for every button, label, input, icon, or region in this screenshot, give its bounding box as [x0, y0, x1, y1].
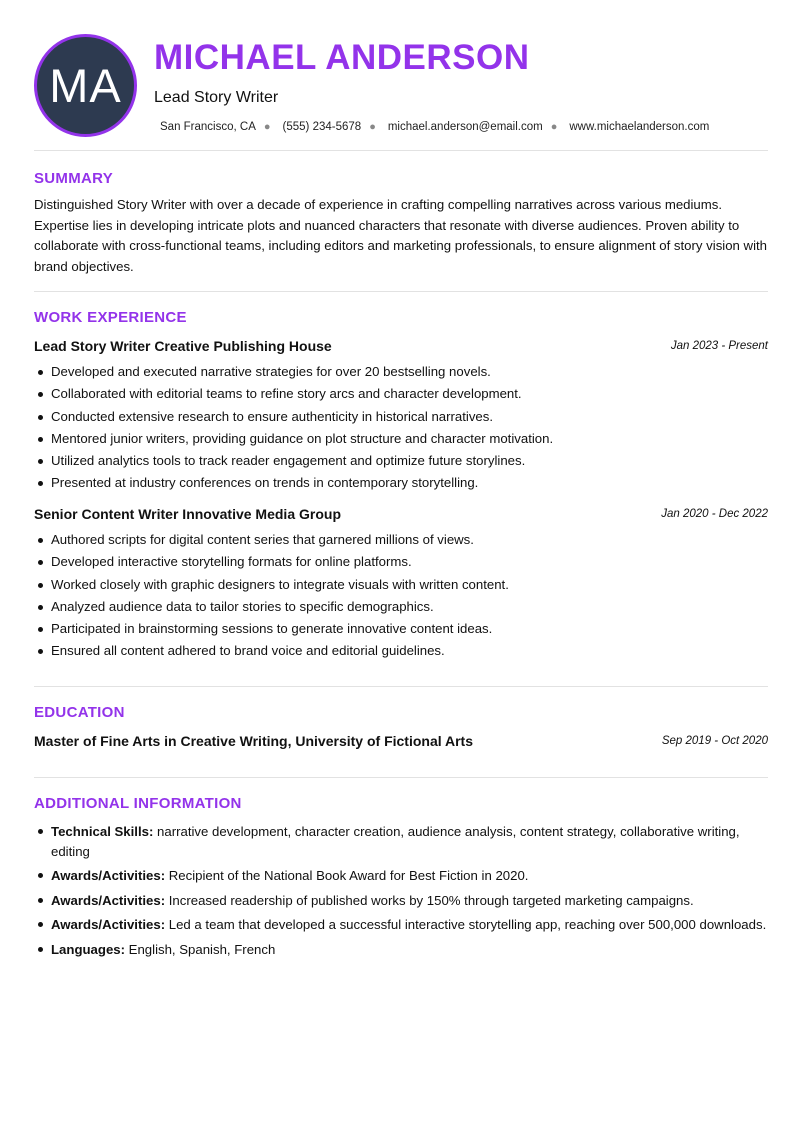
divider	[34, 777, 768, 778]
job-dates: Jan 2023 - Present	[670, 340, 768, 352]
additional-list	[34, 822, 768, 964]
avatar: MA	[34, 34, 137, 137]
item-text: Increased readership of published works by 150% through targeted marketing campaigns.	[165, 892, 694, 908]
job-title: Lead Story Writer Creative Publishing House	[34, 338, 332, 354]
item-label: Technical Skills:	[51, 824, 154, 839]
candidate-role: Lead Story Writer	[154, 89, 279, 106]
list-item	[34, 915, 768, 935]
list-item: Developed interactive storytelling formats for online platforms.	[34, 554, 768, 570]
degree-title: Master of Fine Arts in Creative Writing, University of Fictional Arts	[34, 733, 474, 749]
resume-header	[34, 34, 768, 138]
summary-heading: SUMMARY	[34, 170, 114, 187]
list-item: Conducted extensive research to ensure authenticity in historical narratives.	[34, 409, 768, 425]
additional-heading: ADDITIONAL INFORMATION	[34, 795, 242, 812]
item-text: Recipient of the National Book Award for Best Fiction in 2020.	[165, 868, 529, 883]
job-title: Senior Content Writer Innovative Media Group	[34, 506, 341, 522]
list-item: Ensured all content adhered to brand voice and editorial guidelines.	[34, 643, 768, 659]
item-label: Awards/Activities:	[51, 917, 166, 932]
experience-heading: WORK EXPERIENCE	[34, 309, 187, 326]
list-item: Mentored junior writers, providing guidance on plot structure and character motivation.	[34, 431, 768, 447]
job-header	[34, 338, 768, 358]
item-text: Led a team that developed a successful interactive storytelling app, reaching over 500,000 downloads.	[165, 917, 767, 932]
list-item: Worked closely with graphic designers to integrate visuals with written content.	[34, 577, 768, 593]
item-text: English, Spanish, French	[125, 941, 276, 957]
divider	[34, 686, 768, 687]
contact-email[interactable]: michael.anderson@email.com	[387, 121, 543, 133]
candidate-name: MICHAEL ANDERSON	[154, 38, 530, 77]
job-dates: Jan 2020 - Dec 2022	[661, 508, 768, 520]
item-label: Awards/Activities:	[51, 892, 166, 908]
education-entry	[34, 733, 768, 753]
list-item	[34, 940, 768, 960]
list-item: Participated in brainstorming sessions to generate innovative content ideas.	[34, 621, 768, 637]
list-item: Developed and executed narrative strategies for over 20 bestselling novels.	[34, 364, 768, 380]
education-dates: Sep 2019 - Oct 2020	[661, 735, 768, 747]
list-item: Authored scripts for digital content series that garnered millions of views.	[34, 532, 768, 548]
item-label: Languages:	[51, 941, 126, 957]
item-text: narrative development, character creation, audience analysis, content strategy, collaborative writing, editing	[51, 824, 740, 859]
list-item: Presented at industry conferences on trends in contemporary storytelling.	[34, 475, 768, 491]
contact-phone: (555) 234-5678	[282, 121, 362, 133]
contact-website[interactable]: www.michaelanderson.com	[569, 121, 710, 133]
contact-line	[160, 121, 709, 133]
item-label: Awards/Activities:	[51, 868, 166, 883]
list-item: Analyzed audience data to tailor stories to specific demographics.	[34, 599, 768, 615]
summary-text: Distinguished Story Writer with over a decade of experience in crafting compelling narratives across various mediums. Expertise lies in developing intricate plots and nuanced characters that resonate with diverse audiences. Proven ability to collaborate with cross-functional teams, including editors and marketing professionals, to ensure alignment of story vision with brand objectives.	[34, 197, 768, 274]
education-heading: EDUCATION	[34, 704, 125, 721]
separator-dot: ●	[263, 121, 271, 133]
list-item: Collaborated with editorial teams to refine story arcs and character development.	[34, 386, 768, 402]
divider	[34, 291, 768, 292]
list-item	[34, 891, 768, 911]
separator-dot: ●	[550, 121, 558, 133]
separator-dot: ●	[369, 121, 376, 133]
contact-location: San Francisco, CA	[160, 121, 256, 133]
job-header	[34, 506, 768, 526]
job-bullets	[34, 532, 768, 666]
list-item	[34, 866, 768, 886]
list-item	[34, 822, 768, 861]
job-bullets	[34, 364, 768, 498]
divider	[34, 150, 768, 151]
list-item: Utilized analytics tools to track reader engagement and optimize future storylines.	[34, 453, 768, 469]
